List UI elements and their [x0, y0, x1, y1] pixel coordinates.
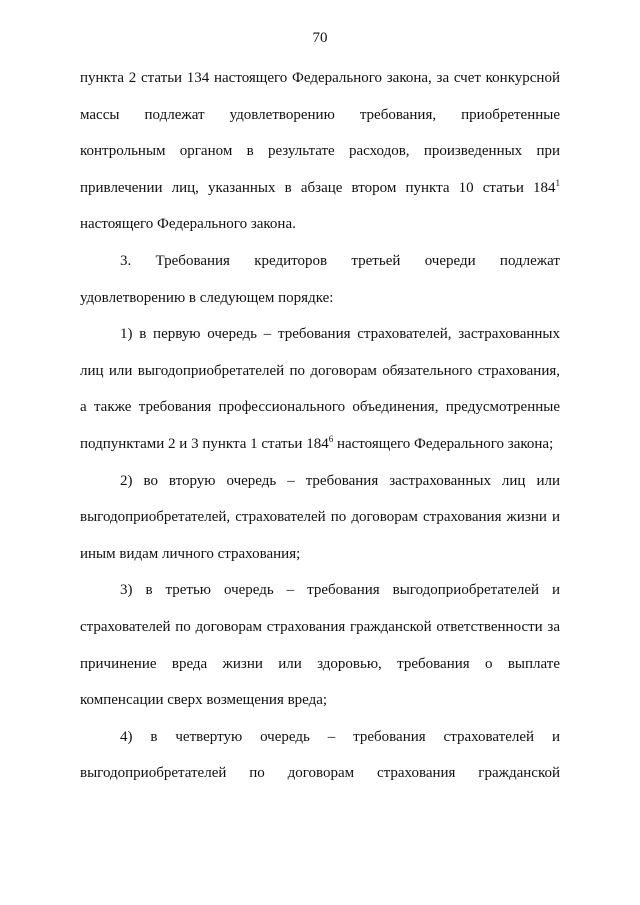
paragraph-text: 3. Требования кредиторов третьей очереди подлежат удовлетворению в следующем порядке:: [80, 252, 560, 306]
paragraph-continuation: [80, 60, 560, 243]
paragraph-sub-1: [80, 316, 560, 462]
paragraph-text: 2) во вторую очередь – требования застрахованных лиц или выгодоприобретателей, страхователей по договорам страхования жизни и иным видам личного страхования;: [80, 472, 560, 562]
paragraph-text: 4) в четвертую очередь – требования страхователей и выгодоприобретателей по договорам страхования гражданской: [80, 728, 560, 782]
paragraph-sub-4: [80, 719, 560, 792]
document-body: [80, 60, 560, 792]
paragraph-text: 3) в третью очередь – требования выгодоприобретателей и страхователей по договорам страхования гражданской ответственности за причинение вреда жизни или здоровью, требования о выплате компенсации сверх возмещения вреда;: [80, 582, 560, 709]
footnote-superscript: 1: [555, 177, 560, 188]
page-number: 70: [312, 30, 328, 46]
paragraph-item-3: [80, 243, 560, 316]
paragraph-text: настоящего Федерального закона.: [80, 216, 296, 233]
paragraph-sub-2: [80, 463, 560, 573]
footnote-superscript: 6: [328, 433, 334, 444]
paragraph-text: настоящего Федерального закона;: [333, 435, 554, 452]
paragraph-text: 1) в первую очередь – требования страхователей, застрахованных лиц или выгодоприобретателей по договорам обязательного страхования, а также требования профессионального объединения, предусмотренные подпунктами 2 и 3 пункта 1 статьи 184: [80, 326, 560, 452]
paragraph-sub-3: [80, 572, 560, 718]
paragraph-text: пункта 2 статьи 134 настоящего Федерального закона, за счет конкурсной массы подлежат удовлетворению требования, приобретенные контрольным органом в результате расходов, произведенных при привлечении лиц, указанных в абзаце втором пункта 10 статьи 184: [80, 70, 560, 196]
